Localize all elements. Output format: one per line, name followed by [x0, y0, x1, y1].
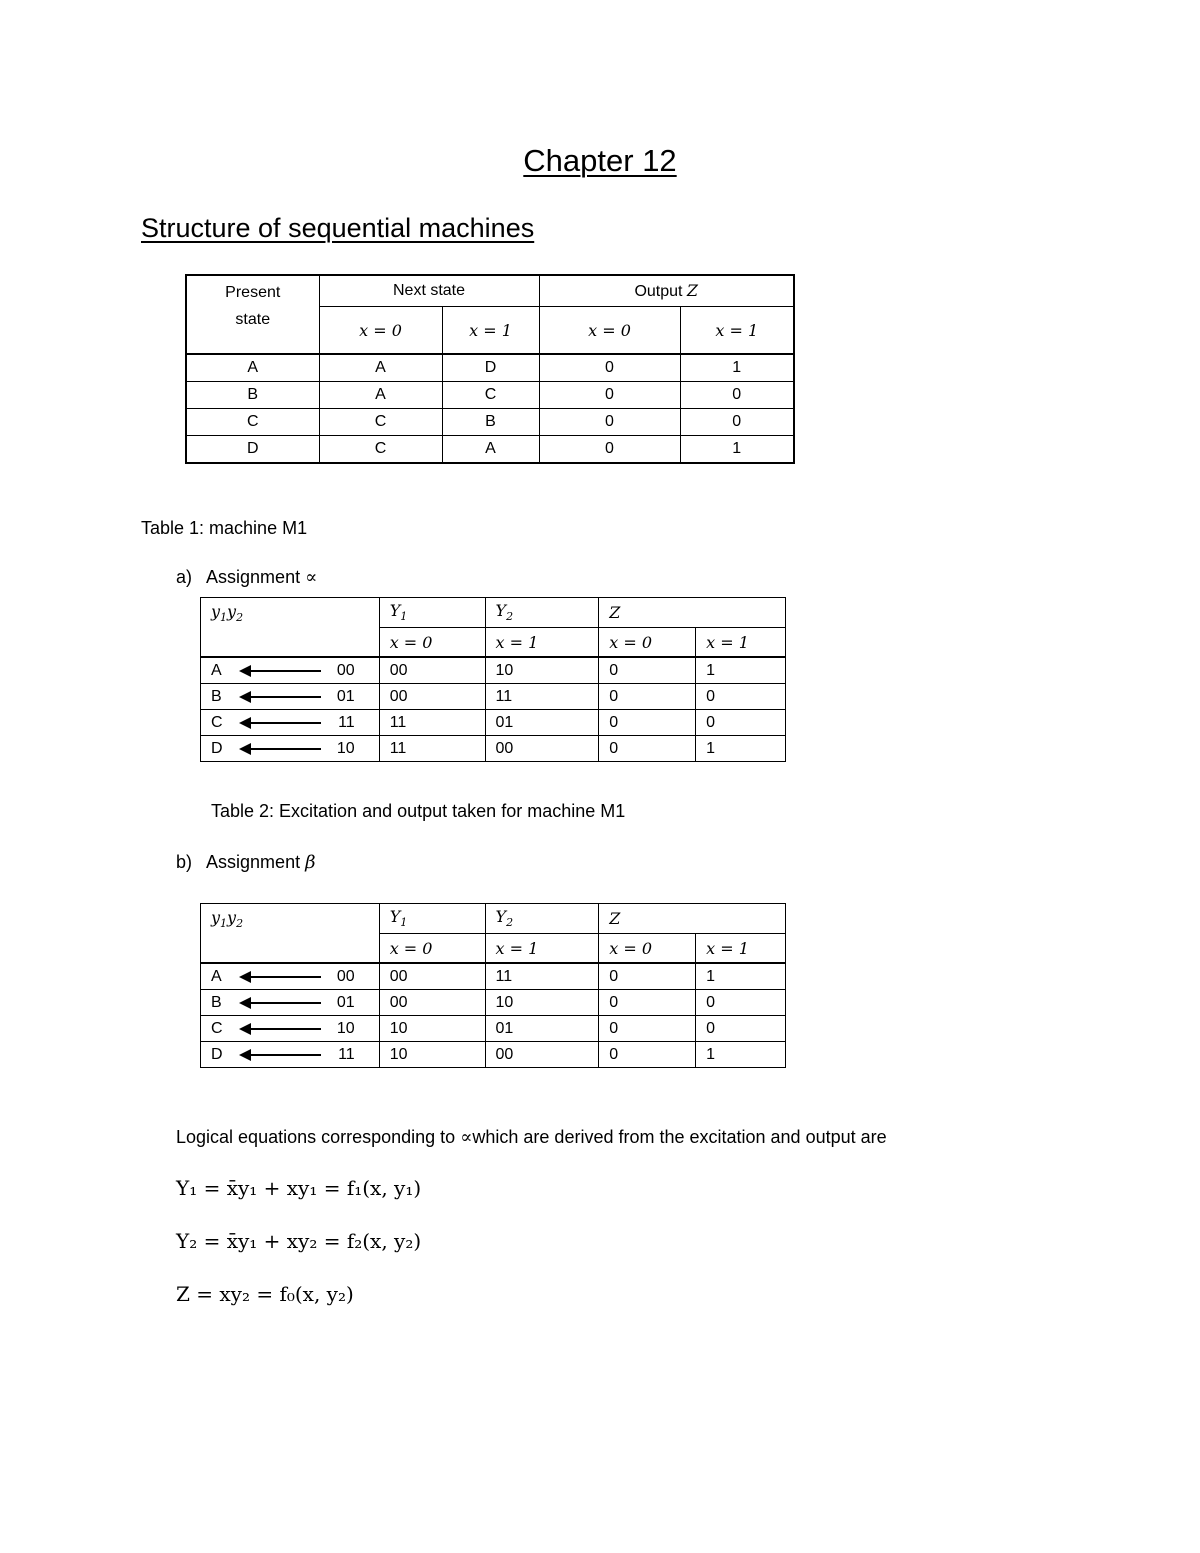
- header-output: Output Z: [539, 275, 794, 307]
- header-Z: Z: [599, 598, 786, 628]
- left-arrow-icon: [241, 670, 321, 672]
- page-title: Chapter 12: [523, 143, 677, 178]
- left-arrow-icon: [241, 1028, 321, 1030]
- header-Y1: $Y_1$: [379, 598, 485, 628]
- col-label: x = 0: [599, 934, 696, 964]
- header-next-state: Next state: [319, 275, 539, 307]
- left-arrow-icon: [241, 748, 321, 750]
- table-row: A 00 00 11 0 1: [201, 963, 786, 990]
- table-row: B A C 0 0: [186, 382, 794, 409]
- header-Y2: $Y_2$: [485, 598, 599, 628]
- header-y1y2: $y_1y_2$: [201, 904, 380, 964]
- equation-y1: Y₁ = x̄y₁ + xy₁ = f₁(x, y₁): [176, 1176, 422, 1200]
- col-label: x = 0: [319, 307, 442, 355]
- table-row: D 10 11 00 0 1: [201, 736, 786, 762]
- col-label: x = 1: [485, 628, 599, 658]
- equation-z: Z = xy₂ = f₀(x, y₂): [176, 1282, 354, 1306]
- header-Y2: $Y_2$: [485, 904, 599, 934]
- header-y1y2: $y_1y_2$: [201, 598, 380, 658]
- table1-caption: Table 1: machine M1: [141, 518, 308, 538]
- left-arrow-icon: [241, 1054, 321, 1056]
- table-row: C C B 0 0: [186, 409, 794, 436]
- table-row: A 00 00 10 0 1: [201, 657, 786, 684]
- col-label: x = 1: [696, 934, 786, 964]
- table2-caption: Table 2: Excitation and output taken for machine M1: [211, 801, 626, 821]
- equations-intro: Logical equations corresponding to ∝which are derived from the excitation and output are: [176, 1127, 887, 1148]
- col-label: x = 0: [379, 628, 485, 658]
- assignment-a-table: [200, 597, 786, 762]
- table-row: B 01 00 10 0 0: [201, 990, 786, 1016]
- table-row: D C A 0 1: [186, 436, 794, 464]
- table-row: B 01 00 11 0 0: [201, 684, 786, 710]
- header-present-state: Present state: [186, 275, 319, 354]
- col-label: x = 0: [539, 307, 680, 355]
- col-label: x = 1: [680, 307, 794, 355]
- assignment-b-table: [200, 903, 786, 1068]
- assignment-b-heading: b) Assignment β: [176, 852, 316, 873]
- state-table-m1: [185, 274, 795, 464]
- section-heading: Structure of sequential machines: [141, 213, 535, 243]
- table-row: A A D 0 1: [186, 354, 794, 382]
- left-arrow-icon: [241, 976, 321, 978]
- header-Z: Z: [599, 904, 786, 934]
- left-arrow-icon: [241, 696, 321, 698]
- left-arrow-icon: [241, 722, 321, 724]
- assignment-a-heading: a) Assignment ∝: [176, 567, 318, 588]
- header-Y1: $Y_1$: [379, 904, 485, 934]
- col-label: x = 0: [379, 934, 485, 964]
- table-row: D 11 10 00 0 1: [201, 1042, 786, 1068]
- col-label: x = 0: [599, 628, 696, 658]
- col-label: x = 1: [442, 307, 539, 355]
- equation-y2: Y₂ = x̄y₁ + xy₂ = f₂(x, y₂): [176, 1229, 422, 1253]
- left-arrow-icon: [241, 1002, 321, 1004]
- col-label: x = 1: [696, 628, 786, 658]
- table-row: C 11 11 01 0 0: [201, 710, 786, 736]
- table-row: C 10 10 01 0 0: [201, 1016, 786, 1042]
- col-label: x = 1: [485, 934, 599, 964]
